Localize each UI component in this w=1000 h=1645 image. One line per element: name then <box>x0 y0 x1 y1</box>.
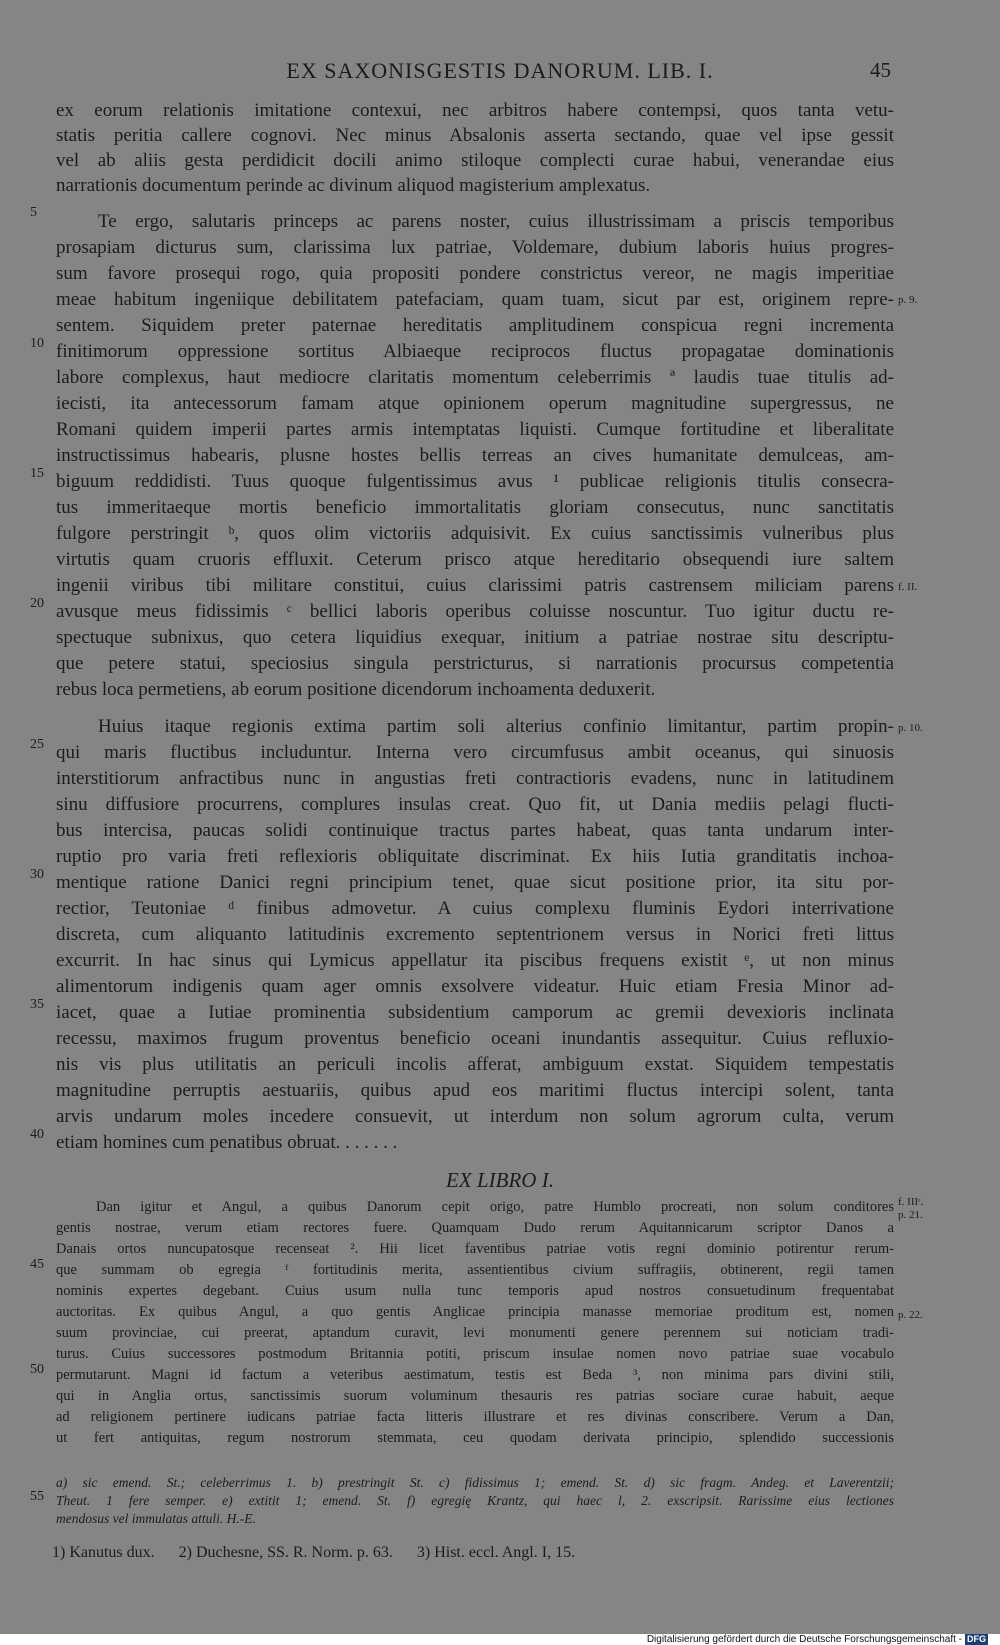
excerpt-line: ut fert antiquitas, regum nostrorum stemmata, ceu quodam derivata principio, splendido successionis <box>56 1430 894 1446</box>
body-line: tus immeritaeque mortis beneficio immortalitatis gloriam consecutus, nunc sanctitatis <box>56 497 894 518</box>
body-line: iacet, quae a Iutiae prominentia subsidentium camporum ac gremii devexioris inclinata <box>56 1002 894 1023</box>
body-line: narrationis documentum perinde ac divinum aliquod magisterium amplexatus. <box>56 175 651 196</box>
funding-credit: Digitalisierung gefördert durch die Deutsche Forschungsgemeinschaft - <box>646 1634 962 1645</box>
line-number: 10 <box>30 336 44 351</box>
body-line: labore complexus, haut mediocre claritatis momentum celeberrimis ª laudis tuae titulis ad- <box>56 367 894 388</box>
excerpt-line: auctoritas. Ex quibus Angul, a quo gentis Anglicae principia manasse memoriae proditum est, nomen <box>56 1304 894 1320</box>
excerpt-line: Dan igitur et Angul, a quibus Danorum cepit origo, patre Humblo procreati, non solum conditores <box>96 1199 894 1215</box>
body-line: excurrit. In hac sinus qui Lymicus appellatur ita piscibus frequens existit ᵉ, ut non minus <box>56 950 894 971</box>
excerpt-line: nominis expertes degebant. Cuius usum nulla tunc temporis apud nostros consuetudinum frequentabat <box>56 1283 894 1299</box>
body-line: recessu, maximos frugum proventus beneficio oceani inundantis assequitur. Cuius refluxio- <box>56 1028 894 1049</box>
line-number: 5 <box>30 205 37 220</box>
line-number: 20 <box>30 596 44 611</box>
excerpt-line: qui in Anglia ortus, sanctissimis suorum voluminum thesauris res patrias sociare curae habuit, aeque <box>56 1388 894 1404</box>
body-line: rebus loca permetiens, ab eorum positione dicendorum inchoamenta deduxerit. <box>56 679 656 700</box>
line-number: 45 <box>30 1257 44 1272</box>
body-line: virtutis quam cruoris effluxit. Ceterum prisco atque hereditario obsequendi iure saltem <box>56 549 894 570</box>
excerpt-line: que summam ob egregia ᶠ fortitudinis merita, assentientibus civium suffragiis, obtinerent, regii tamen <box>56 1262 894 1278</box>
body-line: magnitudine perruptis aestuariis, quibus apud eos maritimi fluctus intercipi solent, tanta <box>56 1080 894 1101</box>
body-line: Te ergo, salutaris princeps ac parens noster, cuius illustrissimam a priscis temporibus <box>98 211 894 232</box>
line-number: 50 <box>30 1362 44 1377</box>
body-line: interstitiorum anfractibus nunc in angustias freti contractioris evadens, nunc in latitudinem <box>56 768 894 789</box>
body-line: spectuque subnixus, quo cetera liquidius exequar, initium a patriae nostrae situ descriptu- <box>56 627 894 648</box>
apparatus-line: mendosus vel immulatas attuli. H.-E. <box>56 1511 256 1526</box>
line-number: 25 <box>30 737 44 752</box>
apparatus-line: Theut. 1 fere semper. e) extitit 1; emend. St. f) egregię Krantz, qui haec l, 2. exscripsit. Rarissime eius lectiones <box>56 1493 894 1508</box>
body-line: sentem. Siquidem preter paternae hereditatis amplitudinem conspicua regni incrementa <box>56 315 894 336</box>
body-line: finitimorum oppressione sortitus Albiaeque reciprocos fluctus propagatae dominationis <box>56 341 894 362</box>
body-line: rectior, Teutoniae ᵈ finibus admovetur. A cuius complexu fluminis Eydori interrivatione <box>56 898 894 919</box>
body-line: avusque meus fidissimis ᶜ bellici laboris operibus coluisse noscuntur. Tuo igitur ductu re- <box>56 601 894 622</box>
body-line: meae habitum ingeniique debilitatem patefaciam, quam tuam, sicut par est, originem repre- <box>56 289 894 310</box>
body-line: alimentorum indigenis quam ager omnis exsolvere videatur. Huic etiam Fresia Minor ad- <box>56 976 894 997</box>
body-line: iecisti, ita antecessorum famam atque opinionem operum magnitudine supergressus, ne <box>56 393 894 414</box>
body-line: discreta, cum aliquanto latitudinis excremento septentrionem versus in Norici freti littus <box>56 924 894 945</box>
body-line: vel ab aliis gesta perdidicit docili animo stiloque complecti curae habui, venerandae eius <box>56 150 894 171</box>
body-line: nis vis plus utilitatis an periculi incolis afferat, ambiguum exstat. Siquidem tempestatis <box>56 1054 894 1075</box>
body-line: prosapiam dicturus sum, clarissima lux patriae, Voldemare, dubium laboris huius progres- <box>56 237 894 258</box>
running-title: EX SAXONISGESTIS DANORUM. LIB. I. <box>286 58 714 83</box>
body-line: fulgore perstringit ᵇ, quos olim victoriis adquisivit. Ex cuius sanctissimis vulneribus plus <box>56 523 894 544</box>
line-number: 55 <box>30 1489 44 1504</box>
dfg-logo: DFG <box>967 1634 986 1644</box>
body-line: sum favore prosequi rogo, quia propositi pondere constrictus vereor, ne magis imperitiae <box>56 263 894 284</box>
body-line: bus intercisa, paucas solidi continuique tractus partes habeat, quas tanta undarum inter- <box>56 820 894 841</box>
body-line: ex eorum relationis imitatione contexui, nec arbitros habere contempsi, quos tanta vetu- <box>56 100 894 121</box>
body-line: que petere statui, speciosius singula perstricturus, si narrationis procursus competentia <box>56 653 894 674</box>
funding-footer <box>647 1634 988 1645</box>
margin-note: p. 22. <box>898 1309 923 1321</box>
body-line: ruptio pro varia freti reflexioris obliquitate discriminat. Ex hiis Iutia granditatis inchoa- <box>56 846 894 867</box>
body-line: sinu diffusiore procurrens, complures insulas creat. Quo fit, ut Dania mediis pelagi flucti- <box>56 794 894 815</box>
section-title: EX LIBRO I. <box>446 1168 554 1192</box>
line-number: 40 <box>30 1127 44 1142</box>
excerpt-line: turus. Cuius successores postmodum Britannia potiti, priscum insulae nomen novo patriae suae vocabulo <box>56 1346 894 1362</box>
margin-note: p. 10. <box>898 722 923 734</box>
body-line: instructissimus habearis, plusne hostes bellis terreas an cives humanitate demulceas, am- <box>56 445 894 466</box>
apparatus-line: a) sic emend. St.; celeberrimus 1. b) prestringit St. c) fidissimus 1; emend. St. d) sic fragm. Andeg. et Laverentzii; <box>56 1475 894 1490</box>
body-line: arvis undarum moles incedere consuevit, ut interdum non solum agrorum culta, verum <box>56 1106 894 1127</box>
page-number: 45 <box>870 58 891 82</box>
body-line: ingenii viribus tibi militare constitui, cuius clarissimi patris castrensem miliciam parens <box>56 575 894 596</box>
line-number: 15 <box>30 466 44 481</box>
excerpt-line: ad religionem pertinere iudicans patriae facta litteris illustrare et res divinas conscribere. Verum a Dan, <box>56 1409 894 1425</box>
margin-note: p. 9. <box>898 294 918 306</box>
excerpt-line: permutarunt. Magni id factum a veteribus aestimatum, testis est Beda ³, non minima pars divini stili, <box>56 1367 894 1383</box>
body-line: statis peritia callere cognovi. Nec minus Absalonis asserta sectando, quae vel ipse gessit <box>56 125 894 146</box>
body-line: mentique ratione Danici regni principium tenet, quae sicut positione prior, ita situ por- <box>56 872 894 893</box>
excerpt-line: suum provinciae, cui preerat, aptandum curavit, levi monumenti genere perennem sui noticiam tradi- <box>56 1325 894 1341</box>
body-line: etiam homines cum penatibus obruat. . . . . . . <box>56 1132 398 1153</box>
body-line: Romani quidem imperii partes armis intemptatas liquisti. Cumque fortitudine et liberalitate <box>56 419 894 440</box>
excerpt-line: Danais ortos nuncupatosque recenseat ². Hii licet faventibus patriae votis regni dominio potirentur rerum- <box>56 1241 894 1257</box>
references: 1) Kanutus dux. 2) Duchesne, SS. R. Norm. p. 63. 3) Hist. eccl. Angl. I, 15. <box>52 1544 576 1561</box>
excerpt-line: gentis nostrae, verum etiam rectores fuere. Quamquam Dudo rerum Aquitannicarum scriptor Danos a <box>56 1220 894 1236</box>
margin-note: f. II. <box>898 581 918 593</box>
body-line: qui maris fluctibus includuntur. Interna vero circumfusus ambit oceanus, qui sinuosis <box>56 742 894 763</box>
line-number: 35 <box>30 997 44 1012</box>
margin-note: f. IIIʳ. p. 21. <box>898 1196 924 1221</box>
line-number: 30 <box>30 867 44 882</box>
body-line: Huius itaque regionis extima partim soli alterius confinio limitantur, partim propin- <box>98 716 894 737</box>
body-line: biguum reddidisti. Tuus quoque fulgentissimus avus ¹ publicae religionis titulis consecra- <box>56 471 894 492</box>
